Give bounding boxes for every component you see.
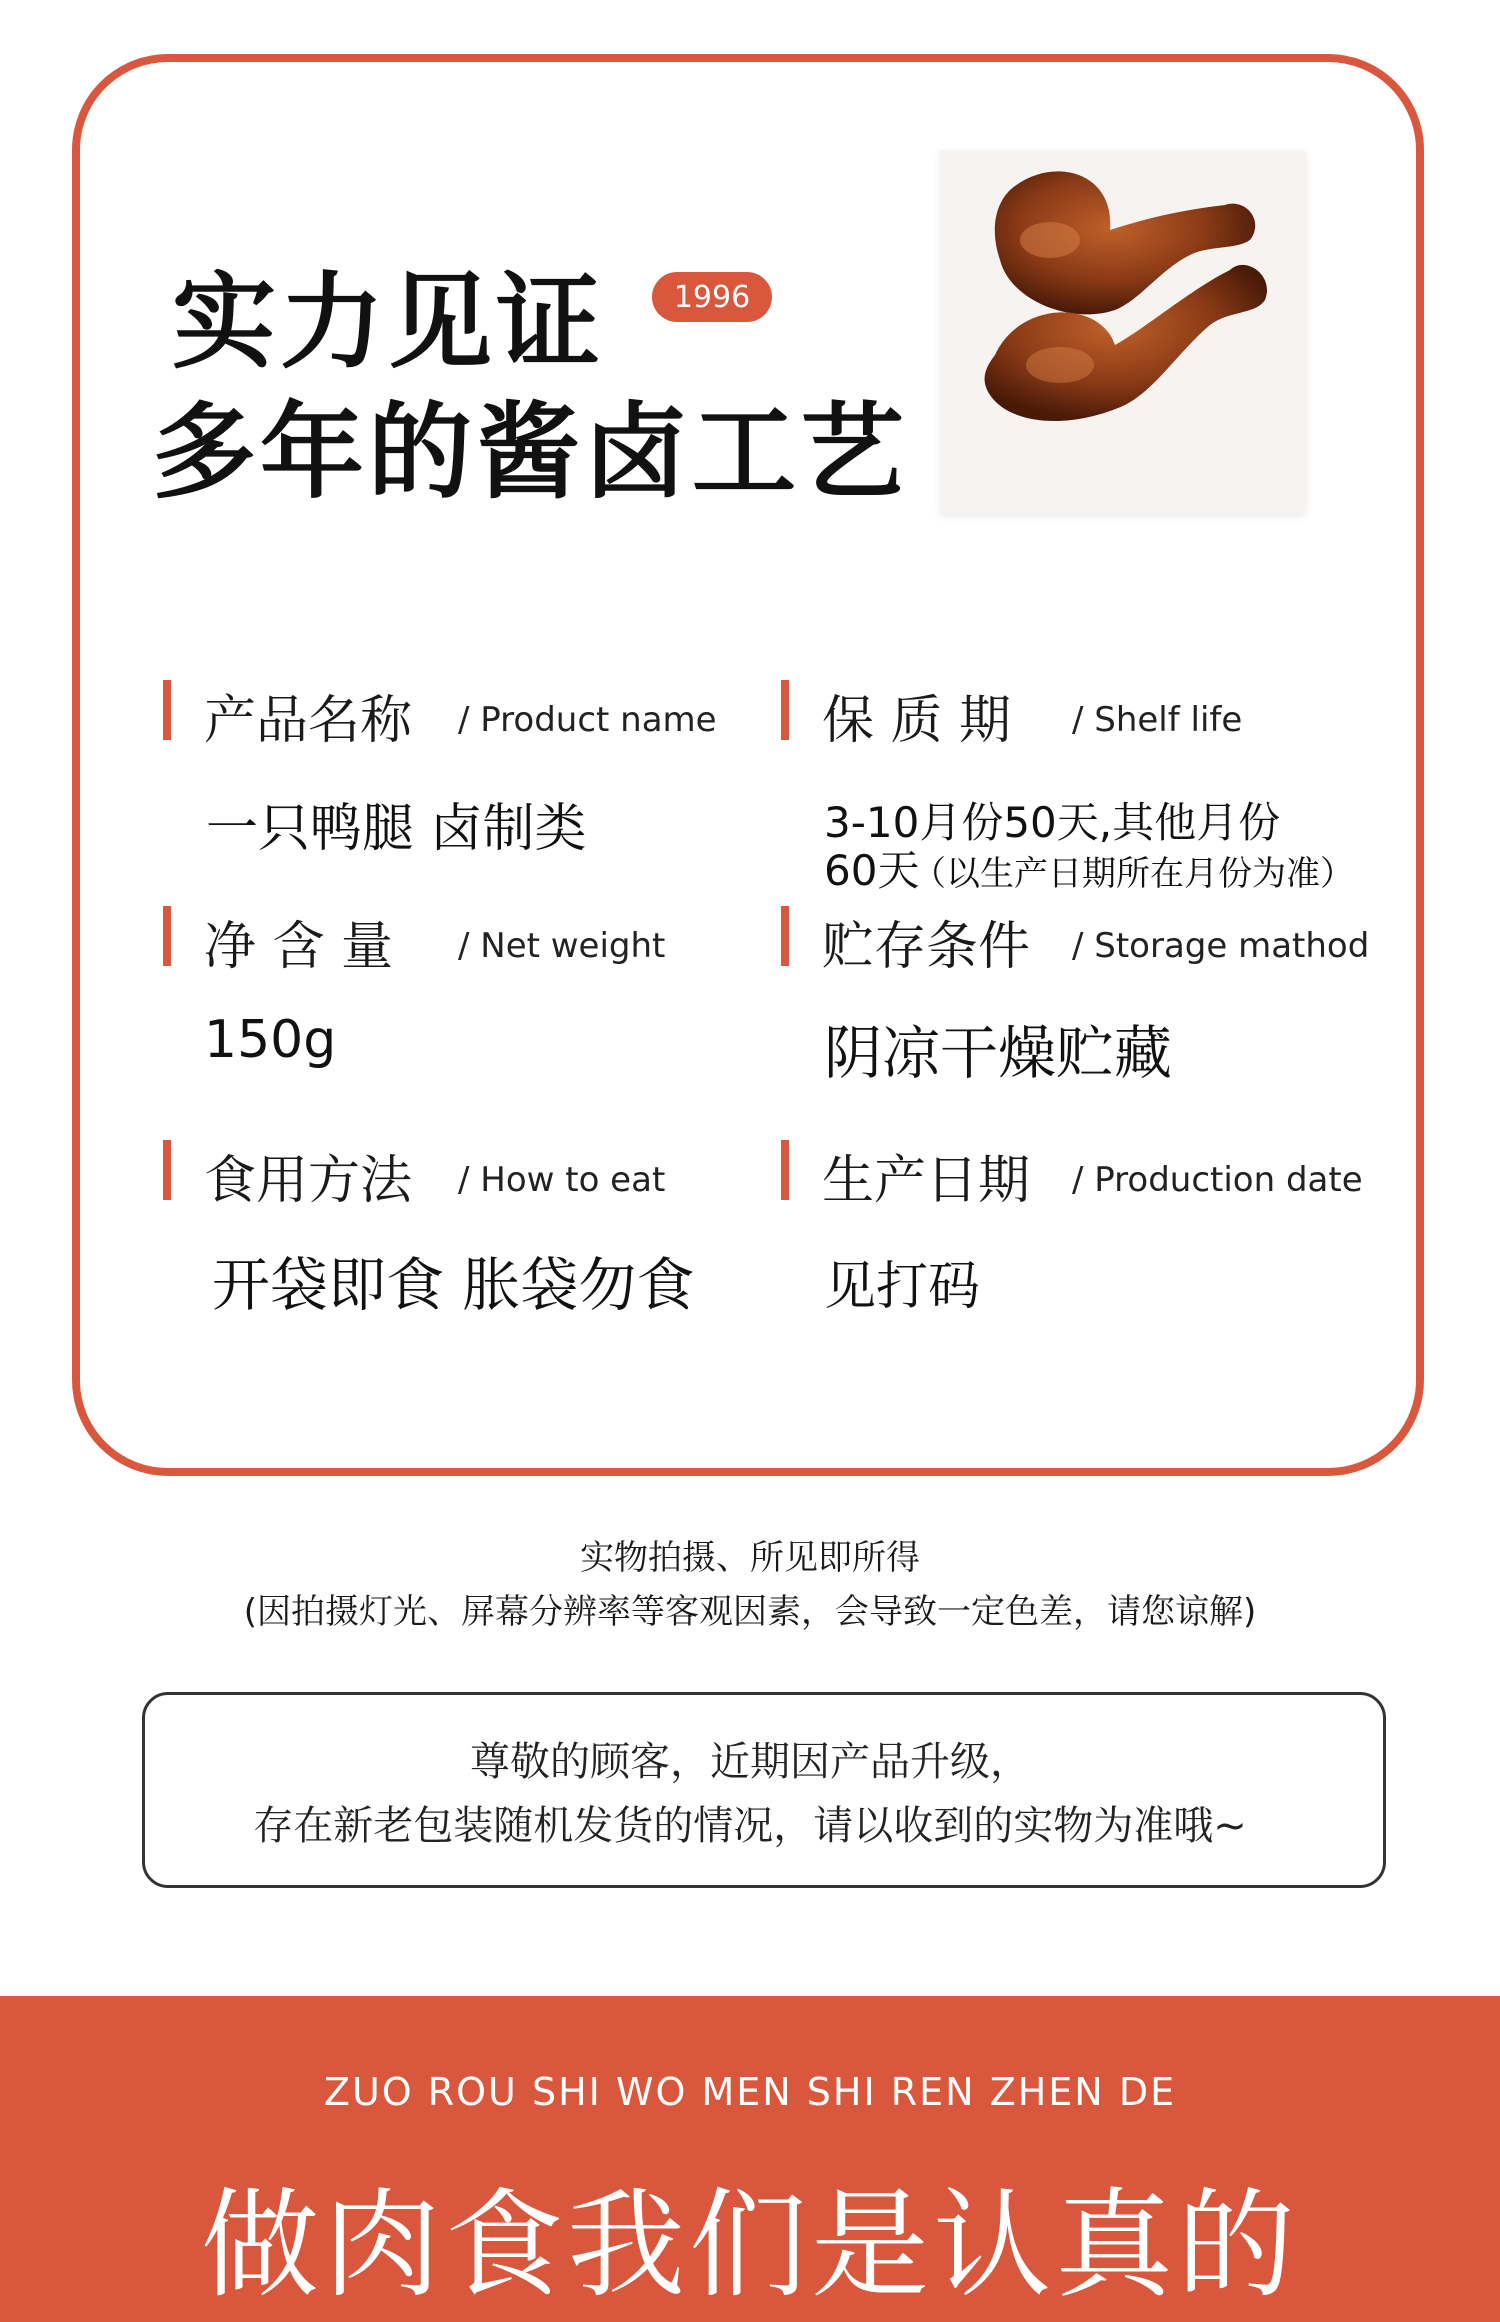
production-date-label-en: / Production date <box>1072 1160 1363 1200</box>
storage-value: 阴凉干燥贮藏 <box>824 1019 1173 1087</box>
disclaimer-line1: 实物拍摄、所见即所得 <box>580 1538 920 1578</box>
how-to-eat-label-en: / How to eat <box>458 1160 666 1200</box>
headline-line1: 实力见证 <box>172 261 605 383</box>
year-badge: 1996 <box>652 272 772 322</box>
net-weight-value: 150g <box>204 1010 337 1070</box>
net-weight-label: 净 含 量 <box>204 917 394 977</box>
shelf-life-label-en: / Shelf life <box>1072 700 1243 740</box>
duck-leg-icon <box>940 150 1306 514</box>
shelf-life-value-line1: 3-10月份50天,其他月份 <box>824 798 1281 847</box>
banner-slogan: 做肉食我们是认真的 <box>200 2176 1299 2314</box>
spec-marker <box>781 680 789 740</box>
how-to-eat-label: 食用方法 <box>204 1151 413 1211</box>
spec-marker <box>163 906 171 966</box>
spec-marker <box>163 1140 171 1200</box>
product-name-label: 产品名称 <box>204 691 413 751</box>
storage-label-en: / Storage mathod <box>1072 926 1370 966</box>
spec-marker <box>163 680 171 740</box>
notice-line1: 尊敬的顾客，近期因产品升级， <box>470 1739 1030 1785</box>
disclaimer-line2: (因拍摄灯光、屏幕分辨率等客观因素，会导致一定色差，请您谅解) <box>243 1592 1257 1632</box>
storage-label: 贮存条件 <box>822 917 1031 977</box>
production-date-label: 生产日期 <box>822 1151 1031 1211</box>
product-photo <box>940 150 1306 514</box>
notice-line2: 存在新老包装随机发货的情况，请以收到的实物为准哦~ <box>253 1803 1247 1849</box>
spec-marker <box>781 906 789 966</box>
product-name-value: 一只鸭腿 卤制类 <box>206 799 587 859</box>
spec-marker <box>781 1140 789 1200</box>
shelf-life-note: （以生产日期所在月份为准） <box>912 854 1354 894</box>
net-weight-label-en: / Net weight <box>458 926 666 966</box>
shelf-life-value-line2: 60天 <box>824 846 920 895</box>
how-to-eat-value: 开袋即食 胀袋勿食 <box>212 1251 695 1319</box>
headline-line2: 多年的酱卤工艺 <box>152 391 909 513</box>
shelf-life-label: 保 质 期 <box>822 691 1012 751</box>
notice-box <box>142 1692 1386 1888</box>
banner-pinyin: ZUO ROU SHI WO MEN SHI REN ZHEN DE <box>323 2070 1177 2114</box>
product-name-label-en: / Product name <box>458 700 717 740</box>
production-date-value: 见打码 <box>824 1257 981 1317</box>
